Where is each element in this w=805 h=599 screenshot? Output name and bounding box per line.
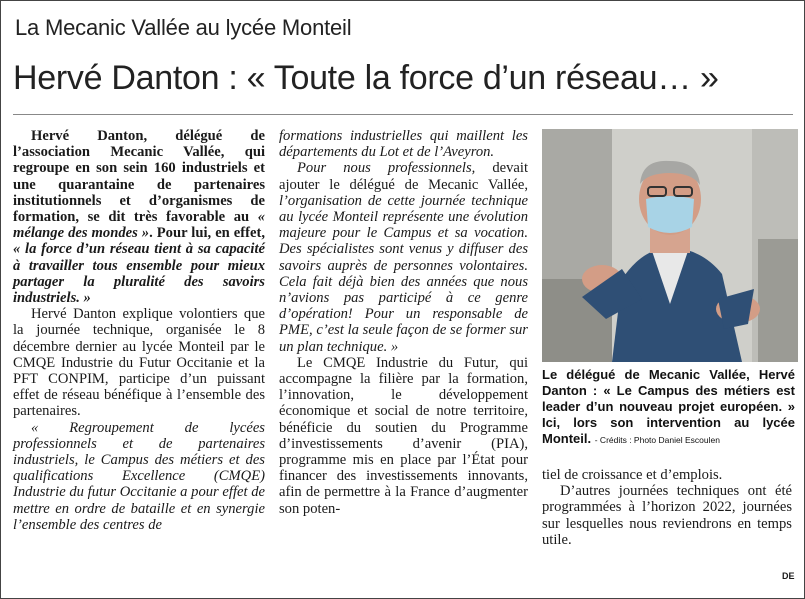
quote-body: l’organisation de cette journée technique au lycée Monteil représente une évolution majeure pour le Campus et sa vocation. Des spécialistes sont venus y diffuser des savoirs auprès de personnes volontaires. Cela fait déjà bien des années que nous n’avions pas participé à ce genre d’opération! Pour un responsable de PME, c’est la seule façon de se former sur un plan technique. »	[279, 192, 528, 355]
header-divider	[13, 114, 793, 115]
intro-text: Hervé Danton, délégué de l’association Mecanic Vallée, qui regroupe en son sein 160 industriels et une quarantaine de partenaires institutionnels et d’organismes de formation, se dit très favorable au	[13, 128, 265, 226]
paragraph-8: D’autres journées techniques ont été programmées à l’horizon 2022, journées sur lesquelles nous reviendrons en temps utile.	[542, 483, 792, 548]
caption-text: Le délégué de Mecanic Vallée, Hervé Danton : « Le Campus des métiers est leader d’un nouveau projet européen. » Ici, lors son intervention au lycée Monteil.	[542, 367, 795, 446]
photo-credit: - Crédits : Photo Daniel Escoulen	[594, 435, 720, 445]
headline: Hervé Danton : « Toute la force d’un réseau… »	[13, 59, 719, 97]
paragraph-1	[13, 128, 265, 306]
intro-text-2: . Pour lui, en effet,	[149, 225, 265, 242]
column-2	[279, 128, 528, 517]
photo-caption	[542, 367, 795, 448]
author-initials: DE	[782, 571, 795, 581]
paragraph-4: formations industrielles qui maillent les départements du Lot et de l’Aveyron.	[279, 128, 528, 161]
column-1	[13, 128, 265, 533]
paragraph-6: Le CMQE Industrie du Futur, qui accompagne la filière par la formation, l’innovation, le développement économique et social de notre territoire, bénéficie du soutien du Programme d’investissements d’avenir (PIA), programme mis en place par l’État pour financer des investissements innovants, afin de permettre à la France d’augmenter son poten-	[279, 354, 528, 517]
quote-lead: Pour nous professionnels,	[297, 160, 476, 177]
paragraph-2: Hervé Danton explique volontiers que la journée technique, organisée le 8 décembre dernier au lycée Monteil par le CMQE Industrie du Futur Occitanie et la PFT CONPIM, participe d’un puissant effet de réseau bénéfique à l’ensemble des partenaires.	[13, 306, 265, 420]
intro-quote-2: « la force d’un réseau tient à sa capacité à travailler tous ensemble pour mieux partager la pluralité des savoirs industriels. »	[13, 241, 265, 307]
attribution: devait ajouter le délégué de Mecanic Vallée,	[279, 160, 529, 193]
paragraph-3: « Regroupement de lycées professionnels et de partenaires industriels, le Campus des métiers et des qualifications Excellence (CMQE) Industrie du futur Occitanie a pour effet de mettre en ordre de bataille et en synergie l’ensemble des centres de	[13, 419, 265, 533]
speaker-photo-image	[542, 129, 798, 362]
column-3	[542, 467, 792, 548]
speaker-photo	[542, 129, 798, 362]
intro-quote-1: « mélange des mondes »	[13, 209, 265, 242]
kicker: La Mecanic Vallée au lycée Monteil	[15, 15, 352, 40]
paragraph-5	[279, 160, 528, 354]
paragraph-7: tiel de croissance et d’emplois.	[542, 467, 723, 483]
